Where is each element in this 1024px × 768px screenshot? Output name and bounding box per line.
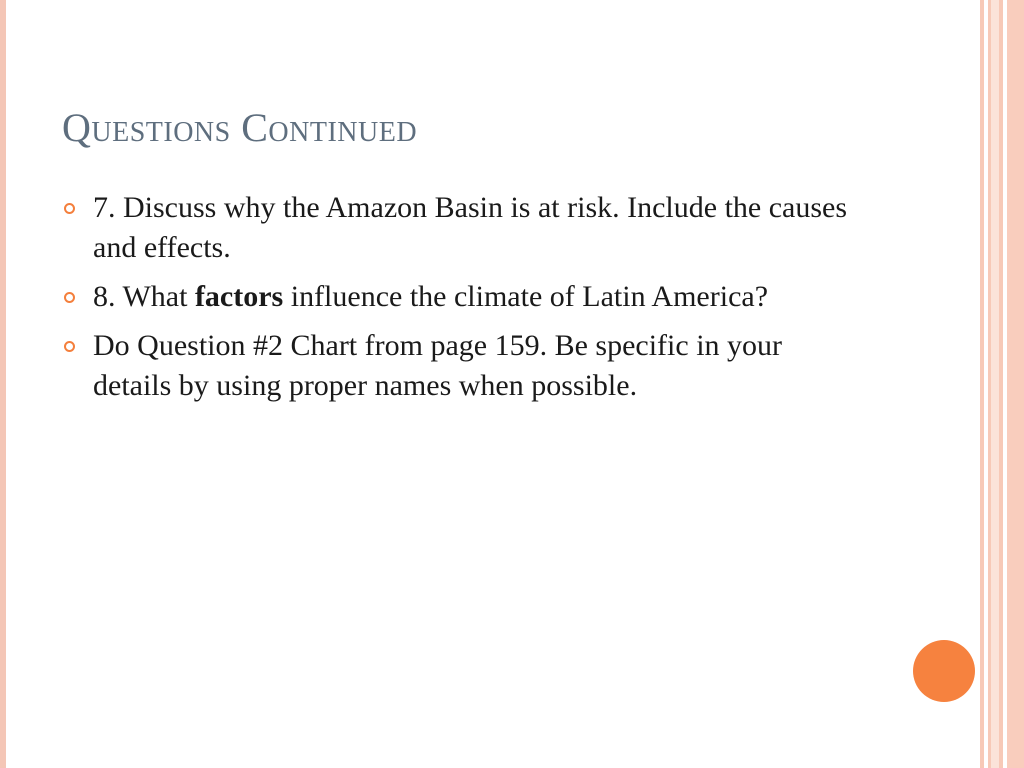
bullet-text: Do Question #2 Chart from page 159. Be specific in your details by using proper names when possible. <box>93 329 783 402</box>
bullet-text-pre: 8. What <box>93 280 195 313</box>
right-stripe <box>1007 0 1024 768</box>
orange-circle-decoration <box>913 640 975 702</box>
bullet-item-3 <box>64 326 864 406</box>
bullet-circle-icon <box>64 203 75 214</box>
bullet-item-1 <box>64 188 864 268</box>
slide-title: Questions Continued <box>62 105 418 150</box>
right-stripe <box>991 0 999 768</box>
bullet-list <box>64 188 864 415</box>
bullet-item-2 <box>64 277 864 317</box>
bullet-circle-icon <box>64 292 75 303</box>
bullet-text-bold: factors <box>194 280 284 313</box>
bullet-circle-icon <box>64 341 75 352</box>
left-border <box>0 0 6 768</box>
bullet-text: 7. Discuss why the Amazon Basin is at risk. Include the causes and effects. <box>93 191 848 264</box>
bullet-text-post: influence the climate of Latin America? <box>283 280 769 313</box>
